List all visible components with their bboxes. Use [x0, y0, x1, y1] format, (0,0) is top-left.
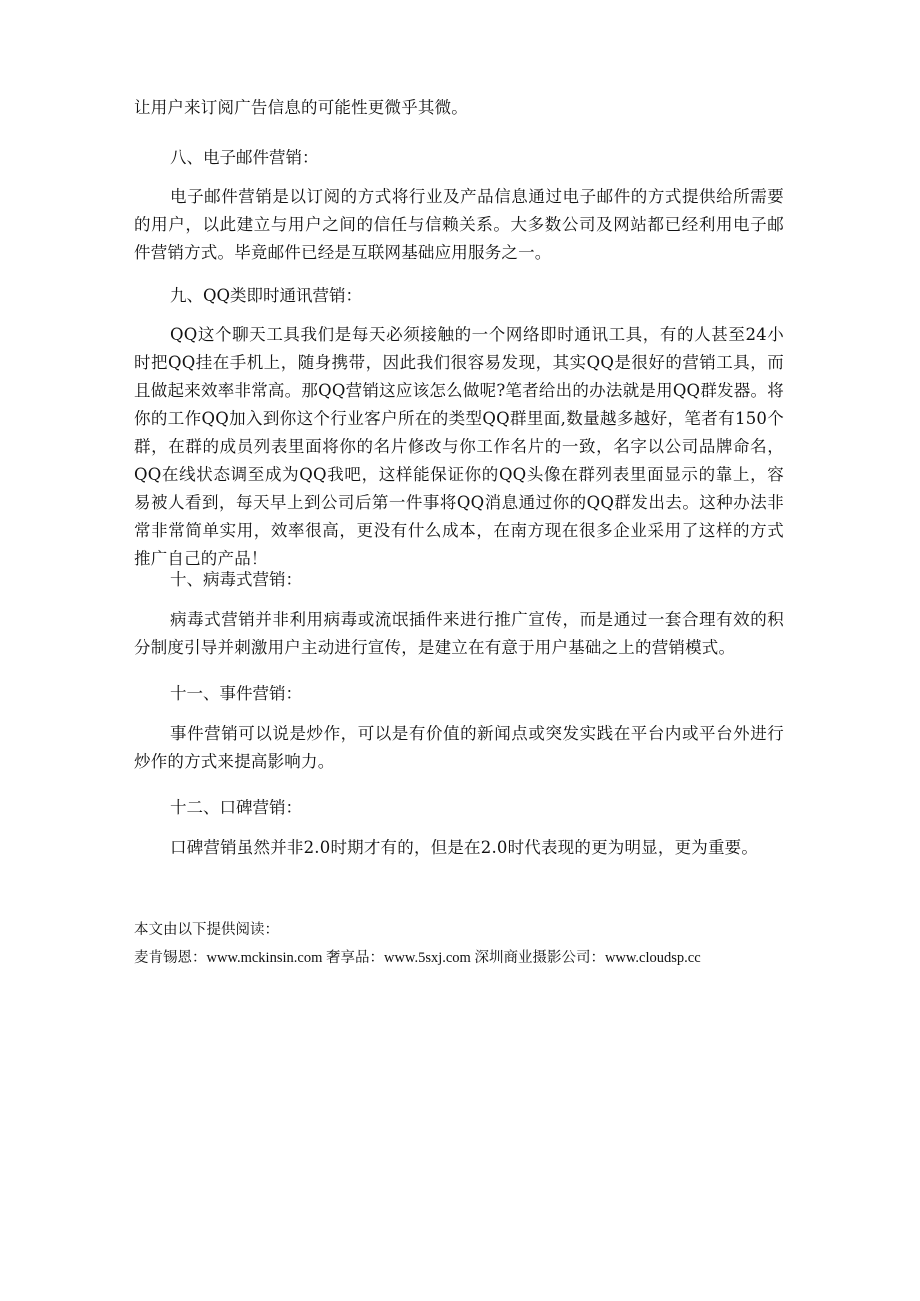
footer-links: 麦肯锡恩：www.mckinsin.com 奢享品：www.5sxj.com 深圳商业摄影公司：www.cloudsp.cc [134, 950, 701, 966]
section-body-event-marketing: 事件营销可以说是炒作，可以是有价值的新闻点或突发实践在平台内或平台外进行炒作的方式来提高影响力。 [134, 724, 784, 771]
section-body-qq-marketing: QQ这个聊天工具我们是每天必须接触的一个网络即时通讯工具，有的人甚至24小时把QQ挂在手机上，随身携带，因此我们很容易发现，其实QQ是很好的营销工具，而且做起来效率非常高。那QQ营销这应该怎么做呢?笔者给出的办法就是用QQ群发器。将你的工作QQ加入到你这个行业客户所在的类型QQ群里面,数量越多越好，笔者有150个群，在群的成员列表里面将你的名片修改与你工作名片的一致，名字以公司品牌命名，QQ在线状态调至成为QQ我吧，这样能保证你的QQ头像在群列表里面显示的靠上，容易被人看到，每天早上到公司后第一件事将QQ消息通过你的QQ群发出去。这种办法非常非常简单实用，效率很高，更没有什么成本，在南方现在很多企业采用了这样的方式推广自己的产品！ [134, 325, 784, 568]
footer-intro: 本文由以下提供阅读： [134, 922, 279, 938]
section-heading-event-marketing: 十一、事件营销： [170, 684, 302, 703]
continuation-paragraph: 让用户来订阅广告信息的可能性更微乎其微。 [134, 98, 468, 117]
section-heading-qq-marketing: 九、QQ类即时通讯营销： [170, 286, 363, 305]
section-heading-email-marketing: 八、电子邮件营销： [170, 148, 319, 167]
section-body-viral-marketing: 病毒式营销并非利用病毒或流氓插件来进行推广宣传，而是通过一套合理有效的积分制度引导并刺激用户主动进行宣传，是建立在有意于用户基础之上的营销模式。 [134, 610, 784, 657]
section-body-email-marketing: 电子邮件营销是以订阅的方式将行业及产品信息通过电子邮件的方式提供给所需要的用户，以此建立与用户之间的信任与信赖关系。大多数公司及网站都已经利用电子邮件营销方式。毕竟邮件已经是互联网基础应用服务之一。 [134, 187, 784, 262]
section-body-word-of-mouth: 口碑营销虽然并非2.0时期才有的，但是在2.0时代表现的更为明显，更为重要。 [170, 838, 759, 857]
section-heading-word-of-mouth: 十二、口碑营销： [170, 798, 302, 817]
section-heading-viral-marketing: 十、病毒式营销： [170, 570, 302, 589]
